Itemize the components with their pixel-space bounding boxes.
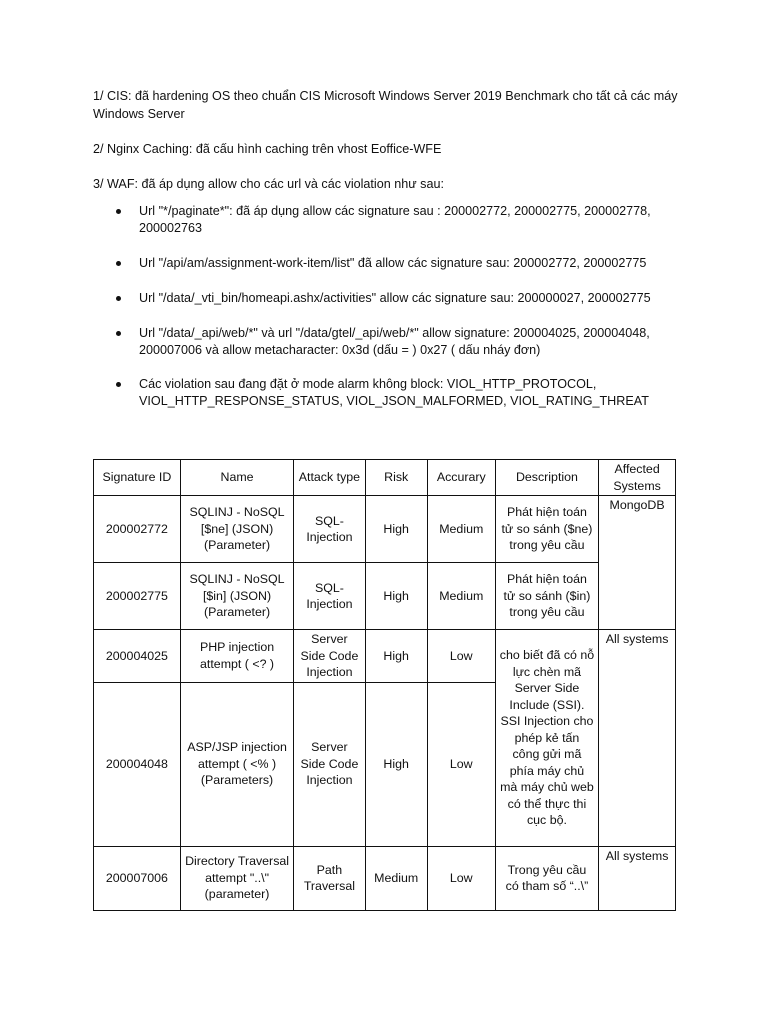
list-item: Các violation sau đang đặt ở mode alarm không block: VIOL_HTTP_PROTOCOL, VIOL_HTTP_RESPONSE_STATUS, VIOL_JSON_MALFORMED, VIOL_RATING_THREAT	[93, 376, 683, 410]
cell-signature-id: 200004048	[94, 682, 181, 846]
cell-risk: High	[365, 630, 427, 683]
header-risk: Risk	[365, 460, 427, 496]
cell-description: Trong yêu cầu có tham số “..\”	[495, 846, 598, 910]
cell-attack-type: SQL-Injection	[294, 496, 365, 563]
cell-description: Phát hiện toán tử so sánh ($ne) trong yêu cầu	[495, 496, 598, 563]
list-item: Url "/data/_vti_bin/homeapi.ashx/activities" allow các signature sau: 200000027, 200002775	[93, 290, 683, 307]
cell-accuracy: Low	[427, 630, 495, 683]
bullet-icon	[116, 261, 121, 266]
cell-signature-id: 200002772	[94, 496, 181, 563]
cell-name: PHP injection attempt ( <? )	[180, 630, 294, 683]
cell-name: SQLINJ - NoSQL [$in] (JSON) (Parameter)	[180, 563, 294, 630]
header-attack-type: Attack type	[294, 460, 365, 496]
paragraph-nginx-caching: 2/ Nginx Caching: đã cấu hình caching trên vhost Eoffice-WFE	[93, 142, 442, 156]
list-item: Url "/data/_api/web/*" và url "/data/gtel/_api/web/*" allow signature: 200004025, 200004048, 200007006 và allow metacharacter: 0x3d (dấu = ) 0x27 ( dấu nháy đơn)	[93, 325, 683, 359]
cell-signature-id: 200007006	[94, 846, 181, 910]
cell-accuracy: Medium	[427, 496, 495, 563]
cell-accuracy: Low	[427, 846, 495, 910]
table-row	[94, 563, 676, 630]
header-description: Description	[495, 460, 598, 496]
cell-risk: High	[365, 682, 427, 846]
cell-name: ASP/JSP injection attempt ( <% ) (Parameters)	[180, 682, 294, 846]
cell-description: cho biết đã có nỗ lực chèn mã Server Side Include (SSI). SSI Injection cho phép kẻ tấn công gửi mã phía máy chủ mà máy chủ web có thể thực thi cục bộ.	[495, 630, 598, 847]
header-name: Name	[180, 460, 294, 496]
bullet-icon	[116, 331, 121, 336]
table-header-row	[94, 460, 676, 496]
table-row	[94, 630, 676, 683]
cell-description: Phát hiện toán tử so sánh ($in) trong yêu cầu	[495, 563, 598, 630]
paragraph-waf: 3/ WAF: đã áp dụng allow cho các url và các violation như sau:	[93, 177, 444, 191]
cell-name: Directory Traversal attempt "..\"(parameter)	[180, 846, 294, 910]
cell-attack-type: SQL-Injection	[294, 563, 365, 630]
cell-name: SQLINJ - NoSQL [$ne] (JSON) (Parameter)	[180, 496, 294, 563]
cell-attack-type: Server Side Code Injection	[294, 630, 365, 683]
bullet-icon	[116, 296, 121, 301]
bullet-icon	[116, 382, 121, 387]
cell-signature-id: 200002775	[94, 563, 181, 630]
header-affected-systems: Affected Systems	[599, 460, 676, 496]
paragraph-cis: 1/ CIS: đã hardening OS theo chuẩn CIS Microsoft Windows Server 2019 Benchmark cho tất cả các máy Windows Server	[93, 89, 678, 121]
cell-affected-systems: MongoDB	[599, 496, 676, 630]
list-item: Url "/api/am/assignment-work-item/list" đã allow các signature sau: 200002772, 200002775	[93, 255, 683, 272]
bullet-icon	[116, 209, 121, 214]
cell-risk: High	[365, 563, 427, 630]
cell-attack-type: Server Side Code Injection	[294, 682, 365, 846]
cell-attack-type: Path Traversal	[294, 846, 365, 910]
table-row	[94, 846, 676, 910]
cell-accuracy: Low	[427, 682, 495, 846]
cell-signature-id: 200004025	[94, 630, 181, 683]
signature-table	[93, 459, 676, 911]
header-accuracy: Accurary	[427, 460, 495, 496]
list-item: Url "*/paginate*": đã áp dụng allow các signature sau : 200002772, 200002775, 200002778, 200002763	[93, 203, 683, 237]
cell-risk: High	[365, 496, 427, 563]
cell-accuracy: Medium	[427, 563, 495, 630]
cell-risk: Medium	[365, 846, 427, 910]
cell-affected-systems: All systems	[599, 846, 676, 910]
cell-affected-systems: All systems	[599, 630, 676, 847]
table-row	[94, 496, 676, 563]
header-signature-id: Signature ID	[94, 460, 181, 496]
waf-bullet-list	[93, 203, 683, 410]
